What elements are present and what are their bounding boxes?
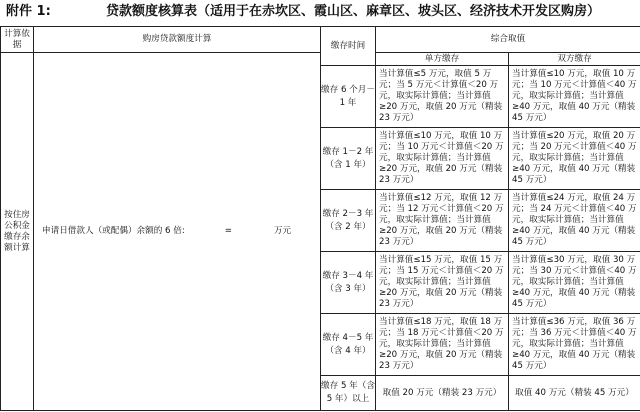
header-quota-calc: 购房贷款额度计算 [34, 27, 321, 53]
period-cell: 缴存 4－5 年（含 4 年） [321, 314, 376, 376]
dual-rule: 当计算值≤20 万元，取值 20 万元；当 20 万元＜计算值＜40 万元，取实际计算值；当计算值≥40 万元，取值 40 万元（精装 45 万元） [509, 128, 640, 190]
dual-rule: 当计算值≤36 万元，取值 36 万元；当 36 万元＜计算值＜40 万元，取实际计算值；当计算值≥40 万元，取值 40 万元（精装 45 万元） [509, 314, 640, 376]
period-cell: 缴存 5 年（含 5 年）以上 [321, 376, 376, 411]
dual-rule: 取值 40 万元（精装 45 万元） [509, 376, 640, 411]
header-calc-basis: 计算依据 [1, 27, 34, 53]
dual-rule: 当计算值≤24 万元，取值 24 万元；当 24 万元＜计算值＜40 万元，取实际计算值；当计算值≥40 万元，取值 40 万元（精装 45 万元） [509, 190, 640, 252]
period-cell: 缴存 6 个月－1 年 [321, 66, 376, 128]
single-rule: 当计算值≤10 万元，取值 10 万元；当 10 万元＜计算值＜20 万元，取实际计算值；当计算值≥20 万元，取值 20 万元（精装 23 万元） [376, 128, 509, 190]
dual-rule: 当计算值≤10 万元，取值 10 万元；当 10 万元＜计算值＜40 万元，取实际计算值；当计算值≥40 万元，取值 40 万元（精装 45 万元） [509, 66, 640, 128]
formula-unit: 万元 [273, 226, 292, 236]
title-text: 贷款额度核算表（适用于在赤坎区、霞山区、麻章区、坡头区、经济技术开发区购房） [106, 4, 601, 19]
period-cell: 缴存 2－3 年（含 2 年） [321, 190, 376, 252]
formula-cell [34, 53, 321, 411]
formula-text: 申请日借款人（或配偶）余额的 6 倍: [42, 226, 185, 236]
single-rule: 当计算值≤12 万元，取值 12 万元；当 12 万元＜计算值＜20 万元，取实际计算值；当计算值≥20 万元，取值 20 万元（精装 23 万元） [376, 190, 509, 252]
header-row [1, 27, 640, 53]
document-title [0, 0, 640, 24]
subheader-row [1, 53, 640, 66]
loan-quota-table [0, 26, 640, 411]
header-deposit-time: 缴存时间 [321, 27, 376, 66]
single-rule: 当计算值≤5 万元，取值 5 万元；当 5 万元＜计算值＜20 万元，取实际计算值；当计算值≥20 万元，取值 20 万元（精装 23 万元） [376, 66, 509, 128]
single-rule: 当计算值≤15 万元，取值 15 万元；当 15 万元＜计算值＜20 万元，取实际计算值；当计算值≥20 万元，取值 20 万元（精装 23 万元） [376, 252, 509, 314]
formula-equals: = [224, 226, 232, 236]
single-rule: 取值 20 万元（精装 23 万元） [376, 376, 509, 411]
single-rule: 当计算值≤18 万元，取值 18 万元；当 18 万元＜计算值＜20 万元，取实际计算值；当计算值≥20 万元，取值 20 万元（精装 23 万元） [376, 314, 509, 376]
annex-label: 附件 1: [6, 4, 51, 19]
header-dual: 双方缴存 [509, 53, 640, 66]
dual-rule: 当计算值≤30 万元，取值 30 万元；当 30 万元＜计算值＜40 万元，取实际计算值；当计算值≥40 万元，取值 40 万元（精装 45 万元） [509, 252, 640, 314]
header-single: 单方缴存 [376, 53, 509, 66]
header-overall: 综合取值 [376, 27, 640, 53]
calc-basis-label: 按住房公积金缴存余额计算 [1, 53, 34, 411]
period-cell: 缴存 1－2 年（含 1 年） [321, 128, 376, 190]
period-cell: 缴存 3－4 年（含 3 年） [321, 252, 376, 314]
